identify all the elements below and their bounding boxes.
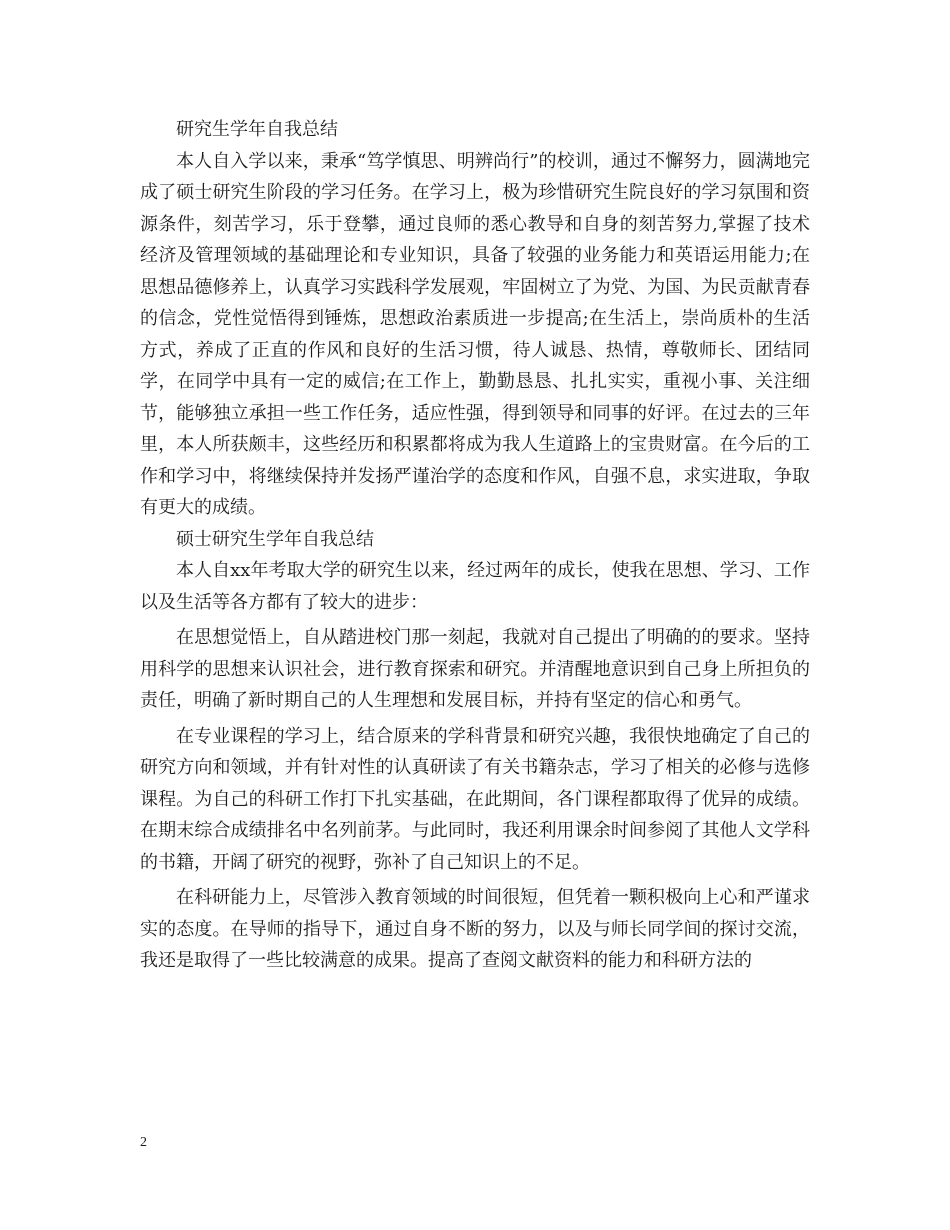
- paragraph-study: 在专业课程的学习上，结合原来的学科背景和研究兴趣，我很快地确定了自己的研究方向和领域，并有针对性的认真研读了有关书籍杂志，学习了相关的必修与选修课程。为自己的科研工作打下扎实基础，在此期间，各门课程都取得了优异的成绩。在期末综合成绩排名中名列前茅。与此同时，我还利用课余时间参阅了其他人文学科的书籍，开阔了研究的视野，弥补了自己知识上的不足。: [140, 725, 810, 873]
- paragraph-graduate-summary: 本人自入学以来，秉承“笃学慎思、明辨尚行”的校训，通过不懈努力，圆满地完成了硕士研究生阶段的学习任务。在学习上，极为珍惜研究生院良好的学习氛围和资源条件，刻苦学习，乐于登攀，通过良师的悉心教导和自身的刻苦努力,掌握了技术经济及管理领域的基础理论和专业知识，具备了较强的业务能力和英语运用能力;在思想品德修养上，认真学习实践科学发展观，牢固树立了为党、为国、为民贡献青春的信念，党性觉悟得到锤炼，思想政治素质进一步提高;在生活上，崇尚质朴的生活方式，养成了正直的作风和良好的生活习惯，待人诚恳、热情，尊敬师长、团结同学，在同学中具有一定的威信;在工作上，勤勤恳恳、扎扎实实，重视小事、关注细节，能够独立承担一些工作任务，适应性强，得到领导和同事的好评。在过去的三年里，本人所获颇丰，这些经历和积累都将成为我人生道路上的宝贵财富。在今后的工作和学习中，将继续保持并发扬严谨治学的态度和作风，自强不息，求实进取，争取有更大的成绩。: [140, 150, 810, 518]
- page-number: 2: [140, 1135, 147, 1150]
- document-body: [140, 114, 810, 977]
- section-title-graduate-summary: 研究生学年自我总结: [176, 119, 338, 140]
- paragraph-intro: 本人自xx年考取大学的研究生以来，经过两年的成长，使我在思想、学习、工作以及生活等各方都有了较大的进步：: [140, 560, 810, 613]
- paragraph-research: 在科研能力上，尽管涉入教育领域的时间很短，但凭着一颗积极向上心和严谨求实的态度。在导师的指导下，通过自身不断的努力，以及与师长同学间的探讨交流，我还是取得了一些比较满意的成果。提高了查阅文献资料的能力和科研方法的: [140, 887, 810, 971]
- section-title-master-summary: 硕士研究生学年自我总结: [176, 528, 374, 550]
- paragraph-thought: 在思想觉悟上，自从踏进校门那一刻起，我就对自己提出了明确的的要求。坚持用科学的思想来认识社会，进行教育探索和研究。并清醒地意识到自己身上所担负的责任，明确了新时期自己的人生理想和发展目标，并持有坚定的信心和勇气。: [140, 627, 810, 711]
